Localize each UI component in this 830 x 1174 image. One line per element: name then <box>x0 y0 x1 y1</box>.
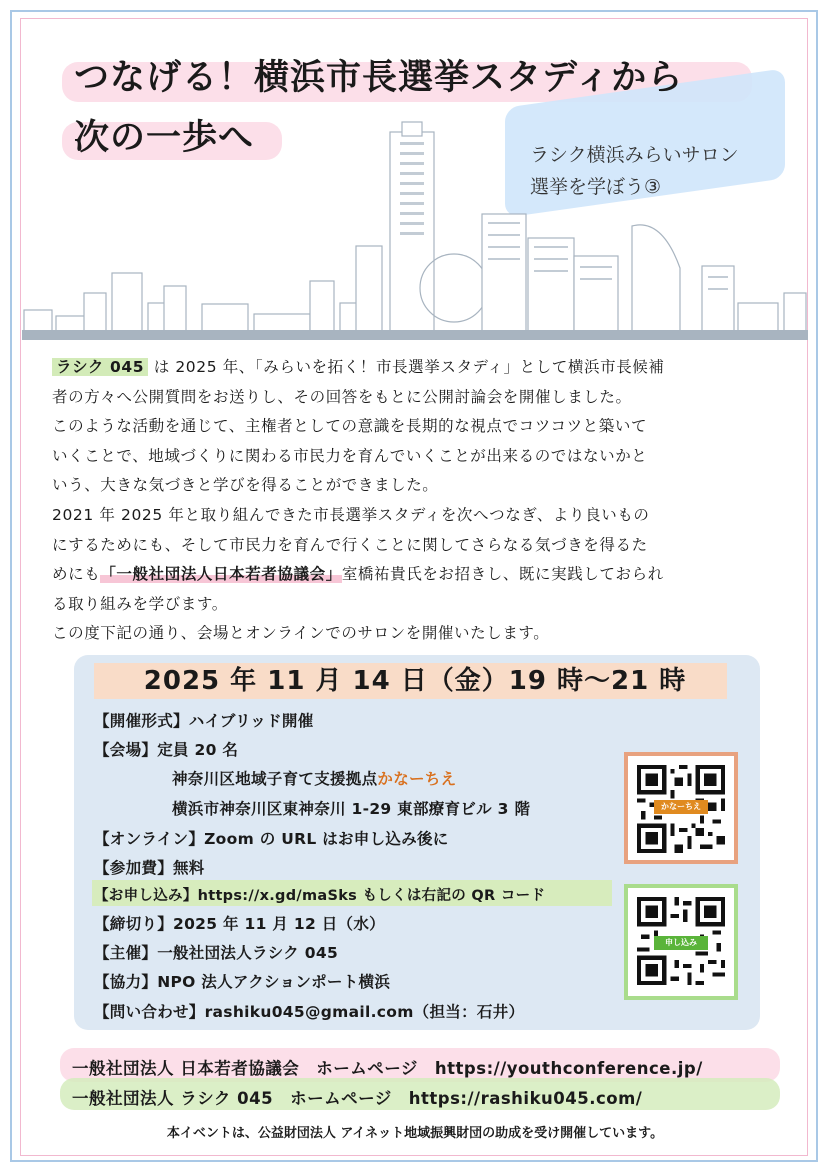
intro-line: いくことで、地域づくりに関わる市民力を育んでいくことが出来るのではないかと <box>52 446 648 465</box>
org-rashiku: ラシク 045 <box>52 358 148 376</box>
event-apply[interactable]: 【お申し込み】https://x.gd/maSks もしくは右記の QR コード <box>94 888 546 904</box>
main-title-line2: 次の一歩へ <box>74 118 255 158</box>
intro-line: る取り組みを学びます。 <box>52 594 228 613</box>
intro-line: 者の方々へ公開質問をお送りし、その回答をもとに公開討論会を開催しました。 <box>52 387 632 406</box>
event-deadline: 【締切り】2025 年 11 月 12 日（水） <box>94 915 385 933</box>
footer-rashiku-link[interactable]: 一般社団法人 ラシク 045 ホームページ https://rashiku045.com/ <box>72 1089 643 1108</box>
venue-place-prefix: 神奈川区地域子育て支援拠点 <box>172 770 378 788</box>
event-contact[interactable]: 【問い合わせ】rashiku045@gmail.com（担当：石井） <box>94 1003 525 1021</box>
apply-qr-label: 申し込み <box>654 936 708 950</box>
intro-line: は 2025 年、「みらいを拓く！市長選挙スタディ」として横浜市長候補 <box>153 358 665 376</box>
event-organizer: 【主催】一般社団法人ラシク 045 <box>94 944 339 962</box>
intro-line: 2021 年 2025 年と取り組んできた市長選挙スタディを次へつなぎ、より良いもの <box>52 505 650 524</box>
intro-text <box>52 353 782 649</box>
intro-line: このような活動を通じて、主権者としての意識を長期的な視点でコツコツと築いて <box>52 417 648 436</box>
intro-line: いう、大きな気づきと学びを得ることができました。 <box>52 476 439 495</box>
org-youth-council: 「一般社団法人日本若者協議会」 <box>100 565 342 584</box>
main-title-line1: つなげる！横浜市長選挙スタディから <box>74 58 684 98</box>
footer-youth-council-link[interactable]: 一般社団法人 日本若者協議会 ホームページ https://youthconference.jp/ <box>72 1059 703 1078</box>
footer-grant-note: 本イベントは、公益財団法人 アイネット地域振興財団の助成を受け開催しています。 <box>166 1126 664 1141</box>
subtitle-line1: ラシク横浜みらいサロン <box>530 144 739 166</box>
event-datetime: 2025 年 11 月 14 日（金）19 時～21 時 <box>143 666 687 696</box>
venue-qr-label: かなーちえ <box>654 800 708 814</box>
event-format: 【開催形式】ハイブリッド開催 <box>94 712 314 730</box>
venue-qr-code[interactable] <box>624 752 738 864</box>
event-venue: 【会場】定員 20 名 <box>94 741 239 759</box>
intro-line: めにも <box>52 565 101 584</box>
apply-qr-code[interactable] <box>624 884 738 1000</box>
event-cooperation: 【協力】NPO 法人アクションポート横浜 <box>94 973 391 991</box>
event-venue-address: 横浜市神奈川区東神奈川 1-29 東部療育ビル 3 階 <box>172 800 531 818</box>
event-venue-place <box>172 767 456 789</box>
subtitle-line2: 選挙を学ぼう③ <box>530 176 662 198</box>
intro-line: 室橋祐貴氏をお招きし、既に実践しておられ <box>341 565 664 584</box>
venue-place-name: かなーちえ <box>377 770 457 788</box>
intro-line: にするためにも、そして市民力を育んで行くことに関してさらなる気づきを得るた <box>52 535 648 554</box>
event-online: 【オンライン】Zoom の URL はお申し込み後に <box>94 830 449 848</box>
intro-line: この度下記の通り、会場とオンラインでのサロンを開催いたします。 <box>52 624 550 643</box>
event-fee: 【参加費】無料 <box>94 859 205 877</box>
